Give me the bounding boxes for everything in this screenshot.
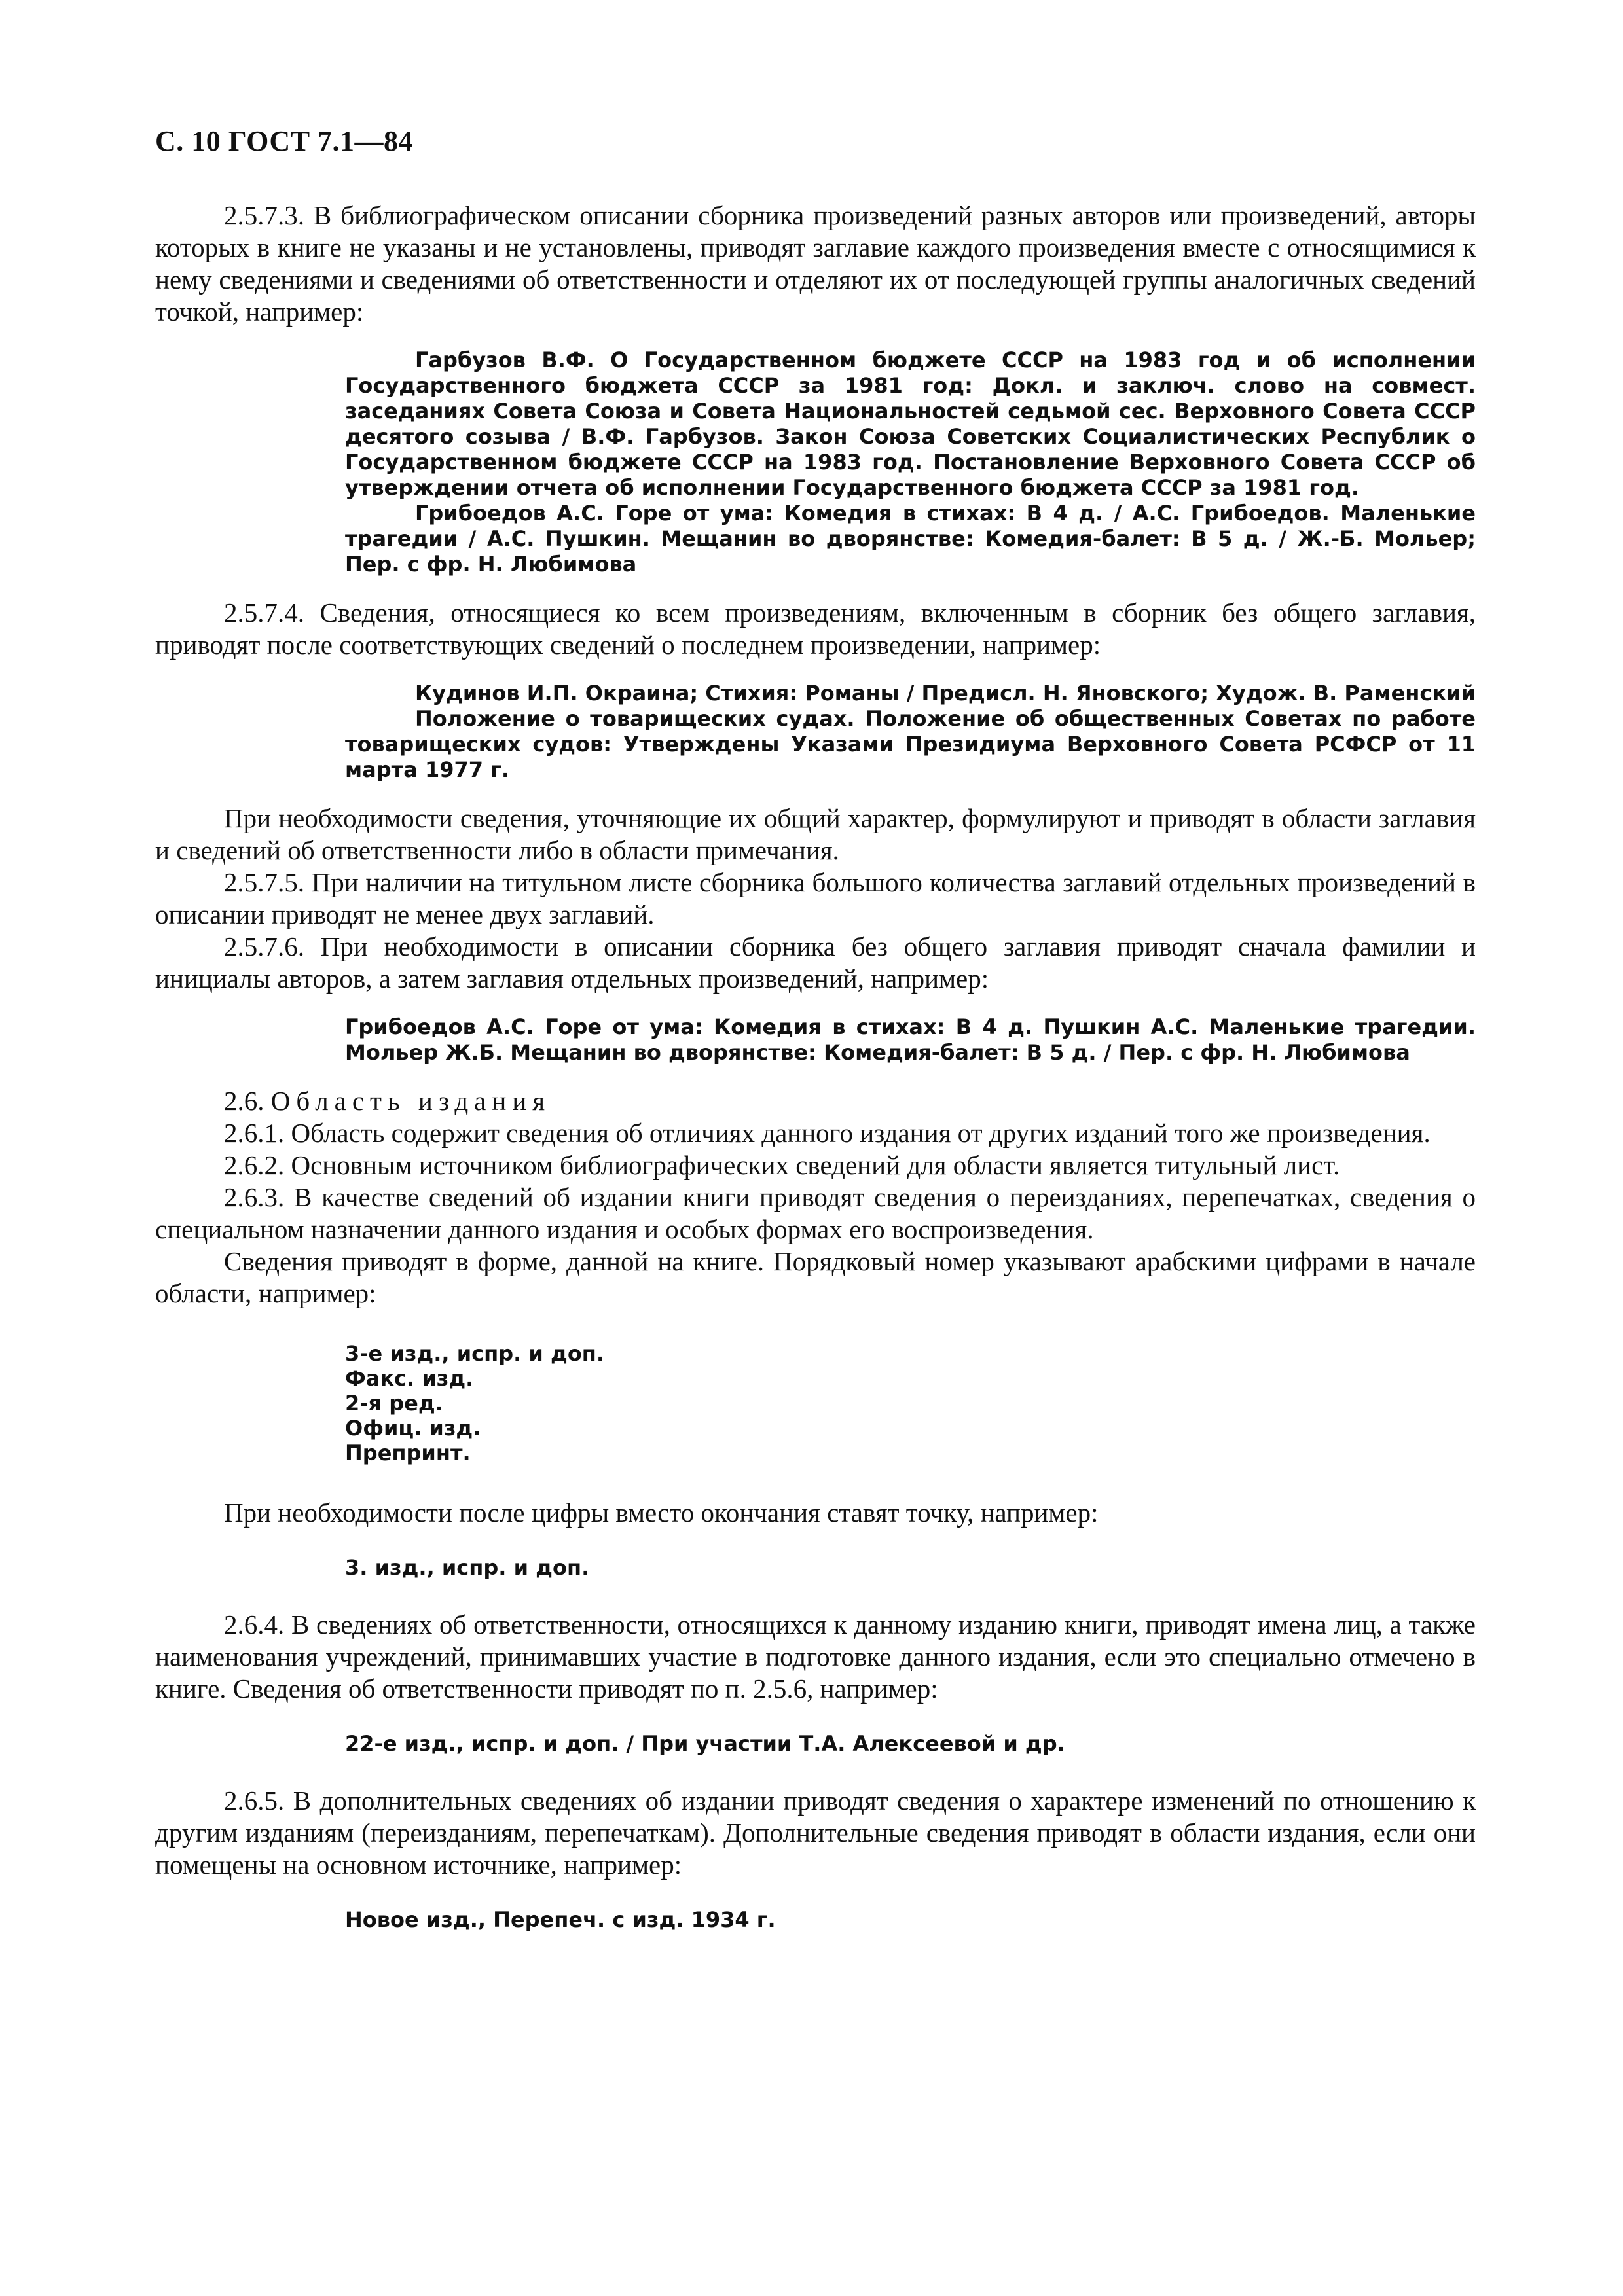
paragraph-2-6-3: 2.6.3. В качестве сведений об издании книги приводят сведения о переизданиях, перепечатках, сведения о специальном назначении данного издания и особых формах его воспроизведения. [155, 1182, 1476, 1244]
list-item: Офиц. изд. [345, 1416, 481, 1441]
example-garbuzov: Гарбузов В.Ф. О Государственном бюджете СССР на 1983 год и об исполнении Государственного бюджета СССР за 1981 год: Докл. и заключ. слово на совмест. заседаниях Совета Союза и Совета Национальностей седьмой сес. Верховного Совета СССР десятого созыва / В.Ф. Гарбузов. Закон Союза Советских Социалистических Республик о Государственном бюджете СССР на 1983 год. Постановление Верховного Совета СССР об утверждении отчета об исполнении Государственного бюджета СССР за 1981 год. [345, 348, 1476, 500]
paragraph-2-5-7-3: 2.5.7.3. В библиографическом описании сборника произведений разных авторов или произведений, авторы которых в книге не указаны и не установлены, приводят заглавие каждого произведения вместе с относящимися к нему сведениями и сведениями об ответственности и отделяют их от последующей группы аналогичных сведений точкой, например: [155, 200, 1476, 327]
paragraph-2-6-3-form: Сведения приводят в форме, данной на книге. Порядковый номер указывают арабскими цифрами в начале области, например: [155, 1246, 1476, 1308]
paragraph-dot-rule: При необходимости после цифры вместо окончания ставят точку, например: [224, 1498, 1099, 1528]
example-polozhenie: Положение о товарищеских судах. Положение об общественных Советах по работе товарищеских судов: Утверждены Указами Президиума Верховного Совета РСФСР от 11 марта 1977 г. [345, 706, 1476, 782]
paragraph-2-6-4: 2.6.4. В сведениях об ответственности, относящихся к данному изданию книги, приводят имена лиц, а также наименования учреждений, принимавших участие в подготовке данного издания, если это специально отмечено в книге. Сведения об ответственности приводят по п. 2.5.6, например: [155, 1609, 1476, 1704]
edition-examples-list [345, 1341, 1476, 1465]
list-item: 3-е изд., испр. и доп. [345, 1341, 605, 1366]
paragraph-2-5-7-4: 2.5.7.4. Сведения, относящиеся ко всем произведениям, включенным в сборник без общего заглавия, приводят после соответствующих сведений о последнем произведении, например: [155, 598, 1476, 660]
example-griboedov-collection: Грибоедов А.С. Горе от ума: Комедия в стихах: В 4 д. / А.С. Грибоедов. Маленькие трагедии / А.С. Пушкин. Мещанин во дворянстве: Комедия-балет: В 5 д. / Ж.-Б. Мольер; Пер. с фр. Н. Любимова [345, 501, 1476, 577]
section-number: 2.6. [224, 1086, 264, 1116]
list-item: 2-я ред. [345, 1391, 443, 1416]
example-dot: 3. изд., испр. и доп. [345, 1555, 590, 1580]
page-header: С. 10 ГОСТ 7.1—84 [155, 125, 414, 157]
paragraph-2-6-1: 2.6.1. Область содержит сведения об отличиях данного издания от других изданий того же произведения. [224, 1118, 1431, 1148]
section-title: Область издания [270, 1086, 551, 1116]
section-heading-2-6 [155, 1085, 1476, 1117]
paragraph-2-6-2: 2.6.2. Основным источником библиографических сведений для области является титульный лист. [224, 1150, 1340, 1180]
example-2-6-5: Новое изд., Перепеч. с изд. 1934 г. [345, 1907, 776, 1932]
paragraph-2-6-5: 2.6.5. В дополнительных сведениях об издании приводят сведения о характере изменений по отношению к другим изданиям (переизданиям, перепечаткам). Дополнительные сведения приводят в области издания, если они помещены на основном источнике, например: [155, 1785, 1476, 1880]
example-block-2-5-7-6 [155, 1014, 1476, 1066]
example-griboedov-authors: Грибоедов А.С. Горе от ума: Комедия в стихах: В 4 д. Пушкин А.С. Маленькие трагедии. Мольер Ж.Б. Мещанин во дворянстве: Комедия-балет: В 5 д. / Пер. с фр. Н. Любимова [345, 1014, 1476, 1065]
paragraph-note: При необходимости сведения, уточняющие их общий характер, формулируют и приводят в области заглавия и сведений об ответственности либо в области примечания. [155, 803, 1476, 865]
paragraph-2-5-7-6: 2.5.7.6. При необходимости в описании сборника без общего заглавия приводят сначала фамилии и инициалы авторов, а затем заглавия отдельных произведений, например: [155, 931, 1476, 994]
example-2-6-4: 22-е изд., испр. и доп. / При участии Т.А. Алексеевой и др. [345, 1731, 1065, 1756]
example-block-2-5-7-4 [155, 681, 1476, 783]
list-item: Факс. изд. [345, 1366, 474, 1391]
example-kudinov: Кудинов И.П. Окраина; Стихия: Романы / Предисл. Н. Яновского; Худож. В. Раменский [415, 681, 1476, 706]
paragraph-2-5-7-5: 2.5.7.5. При наличии на титульном листе сборника большого количества заглавий отдельных произведений в описании приводят не менее двух заглавий. [155, 867, 1476, 929]
example-block-2-5-7-3 [155, 348, 1476, 577]
list-item: Препринт. [345, 1441, 471, 1465]
